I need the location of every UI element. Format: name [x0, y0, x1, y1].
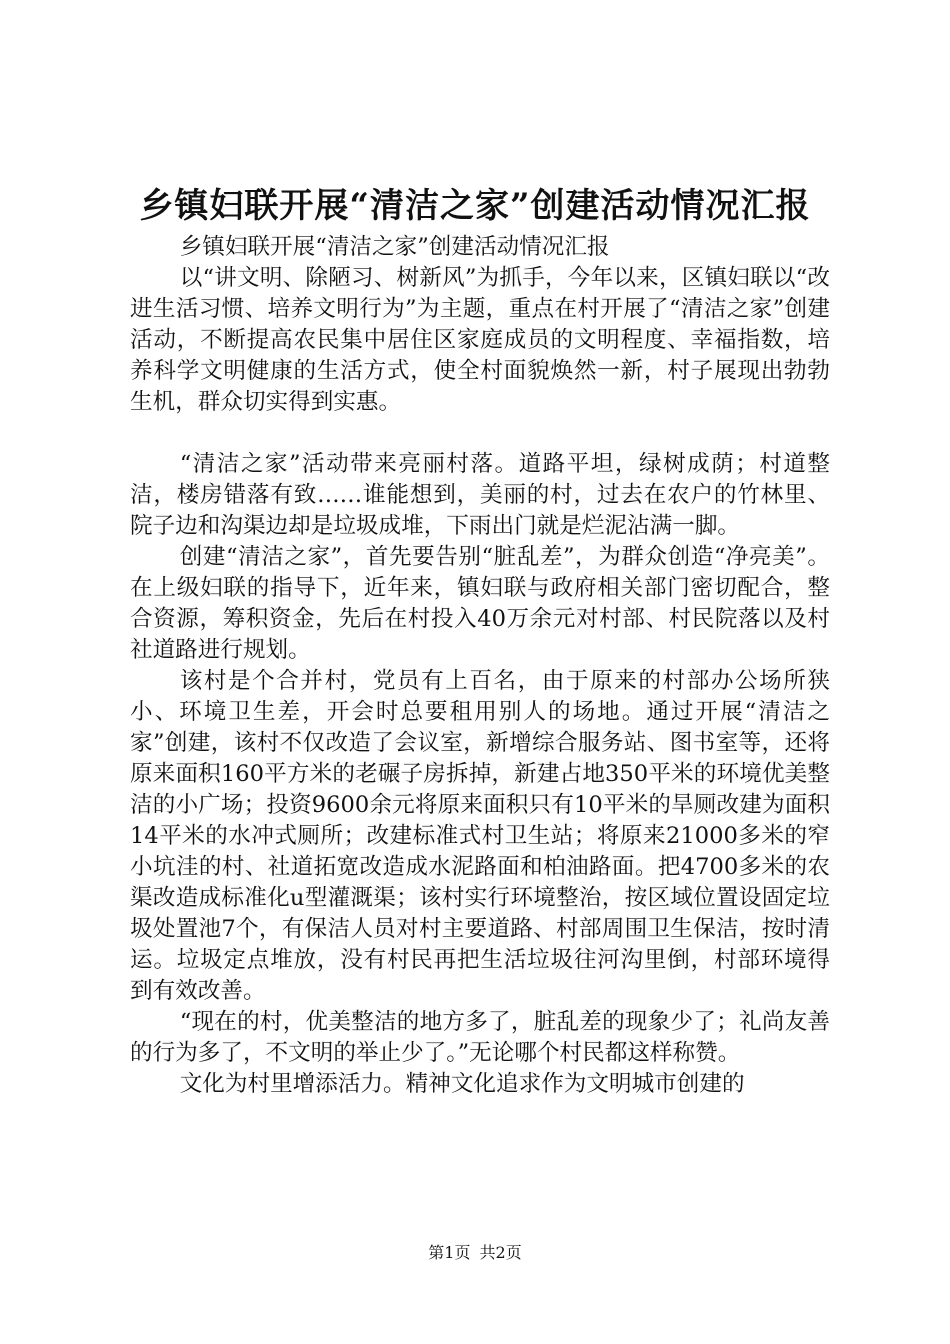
paragraph-merged-village: 该村是个合并村，党员有上百名，由于原来的村部办公场所狭小、环境卫生差，开会时总要租用别人的场地。通过开展“清洁之家”创建，该村不仅改造了会议室，新增综合服务站、图书室等，还将原来面积160平方米的老碾子房拆掉，新建占地350平米的环境优美整洁的小广场；投资9600余元将原来面积只有10平米的旱厕改建为面积14平米的水冲式厕所；改建标准式村卫生站；将原来21000多米的窄小坑洼的村、社道拓宽改造成水泥路面和柏油路面。把4700多米的农渠改造成标准化u型灌溉渠；该村实行环境整治，按区域位置设固定垃圾处置池7个，有保洁人员对村主要道路、村部周围卫生保洁，按时清运。垃圾定点堆放，没有村民再把生活垃圾往河沟里倒，村部环境得到有效改善。	[130, 668, 830, 1004]
paragraph-intro: 以“讲文明、除陋习、树新风”为抓手，今年以来，区镇妇联以“改进生活习惯、培养文明行为”为主题，重点在村开展了“清洁之家”创建活动，不断提高农民集中居住区家庭成员的文明程度、幸福指数，培养科学文明健康的生活方式，使全村面貌焕然一新，村子展现出勃勃生机，群众切实得到实惠。	[130, 265, 830, 415]
paragraph-quote: “现在的村，优美整洁的地方多了，脏乱差的现象少了；礼尚友善的行为多了，不文明的举止少了。”无论哪个村民都这样称赞。	[130, 1009, 830, 1066]
paragraph-village: “清洁之家”活动带来亮丽村落。道路平坦，绿树成荫；村道整洁，楼房错落有致……谁能想到，美丽的村，过去在农户的竹林里、院子边和沟渠边却是垃圾成堆，下雨出门就是烂泥沾满一脚。	[130, 451, 830, 539]
paragraph-culture: 文化为村里增添活力。精神文化追求作为文明城市创建的	[179, 1071, 745, 1097]
paragraph-subtitle: 乡镇妇联开展“清洁之家”创建活动情况汇报	[179, 234, 610, 260]
page-total: 共2页	[479, 1243, 522, 1262]
page-footer	[0, 1242, 950, 1264]
document-body	[130, 232, 830, 1100]
paragraph-creation: 创建“清洁之家”，首先要告别“脏乱差”，为群众创造“净亮美”。在上级妇联的指导下，近年来，镇妇联与政府相关部门密切配合，整合资源，筹积资金，先后在村投入40万余元对村部、村民院落以及村社道路进行规划。	[130, 544, 830, 663]
page-number: 第1页	[428, 1243, 471, 1262]
document-title: 乡镇妇联开展“清洁之家”创建活动情况汇报	[139, 186, 811, 226]
